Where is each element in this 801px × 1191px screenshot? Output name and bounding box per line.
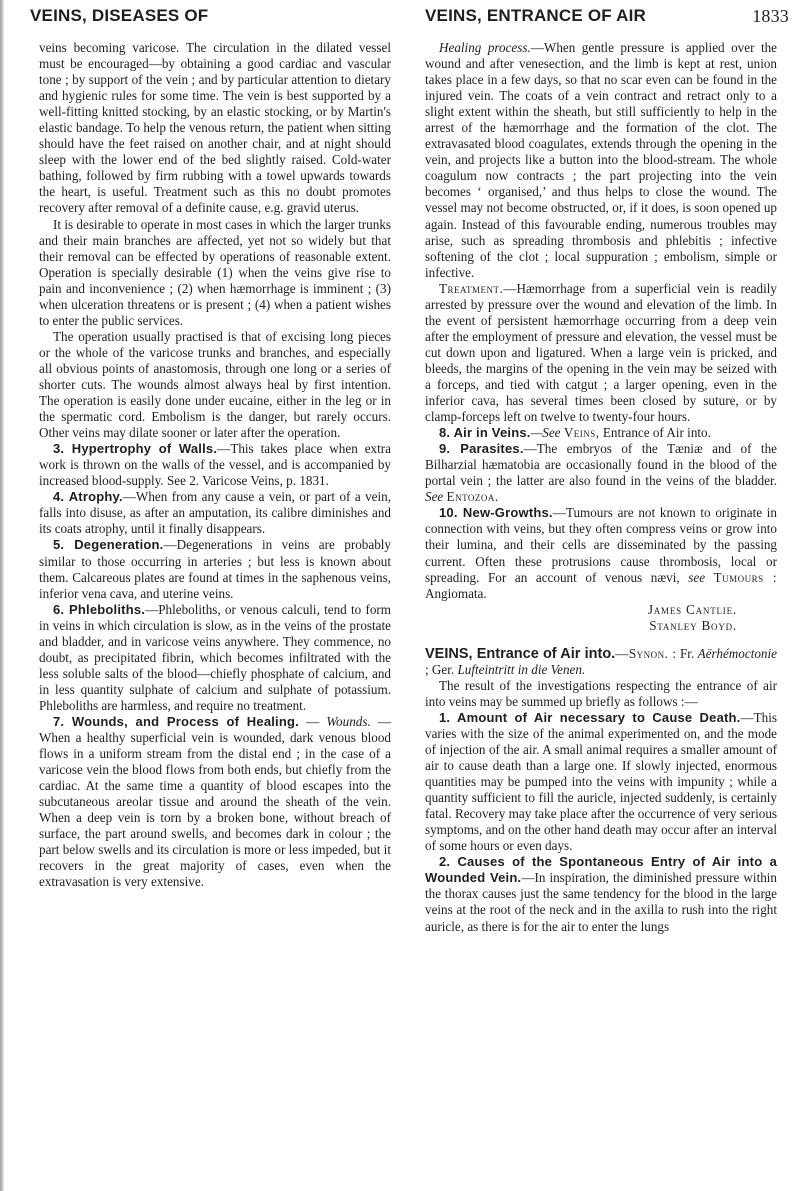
section-heading: 8. Air in Veins.: [439, 425, 531, 441]
section-text: — When a healthy superficial vein is wounded, dark venous blood flows in a uniform stream from the distal end ; in the case of a varicose vein the blood flows from both ends, but chiefly from the cardiac. At the same time a quantity of blood escapes into the subcutaneous areolar tissue and around the sheath of the vein. When a deep vein is torn by a broken bone, without breach of surface, the part around swells, and becomes dark in colour ; the part below swells and its circulation is more or less impeded, but it recovers in the great majority of cases, even when the extravasation is very extensive.: [39, 713, 391, 890]
paragraph: veins becoming varicose. The circulation in the dilated vessel must be encouraged—by obtaining a good cardiac and vascular tone ; by support of the vein ; and by particular attention to dietary and hygienic rules for some time. The vein is best supported by a well-fitting knitted stocking, by an elastic stocking, or by Martin's elastic bandage. To help the venous return, the patient when sitting should have the feet raised on another chair, and at night should sleep with the lower end of the bed slightly raised. Cold-water bathing, followed by firm rubbing with a towel upwards towards the heart, is useful. Treatment such as this no doubt promotes recovery after removal of a definite cause, e.g. gravid uterus.: [39, 40, 391, 216]
section-heading: 2. Causes of the Spontaneous Entry of Air into a Wounded Vein.: [425, 854, 777, 886]
paragraph: It is desirable to operate in most cases in which the larger trunks and their main branches are affected, yet not so widely but that their removal can be effected by operations of reasonable extent. Operation is specially desirable (1) when the veins give rise to pain and inconvenience ; (2) when hæmorrhage is imminent ; (3) when ulceration threatens or is present ; (4) when a patient wishes to enter the public services.: [39, 216, 391, 328]
header-left-title: VEINS, DISEASES OF: [30, 6, 209, 25]
left-column: [39, 40, 391, 890]
section-text: —The embryos of the Tæniæ and of the Bilharzial hæmatobia are occasionally found in the blood of the portal vein ; the latter are also found in the veins of the bladder.: [425, 441, 777, 489]
section-heading: 7. Wounds, and Process of Healing.: [53, 713, 299, 729]
paragraph: The result of the investigations respecting the entrance of air into veins may be summed up briefly as follows :—: [425, 677, 777, 709]
section-treatment: [425, 281, 777, 425]
section-text: —Hæmorrhage from a superficial vein is readily arrested by pressure over the wound and elevation of the limb. In the event of persistent hæmorrhage occurring from a deep vein after the employment of pressure and elevation, the vessel must be cut down upon and ligatured. When a large vein is pricked, and bleeds, the margins of the opening in the vein may be seized with a forceps, and tied with catgut ; a larger opening, even in the inferior cava, has several times been closed by suture, or by clamp-forceps left on twelve to twenty-four hours.: [425, 280, 777, 425]
german-term: Lufteintritt in die Venen.: [457, 661, 586, 677]
entry-header: [425, 646, 777, 678]
section-heading: 3. Hypertrophy of Walls.: [53, 441, 218, 457]
section-text: —When gentle pressure is applied over the wound and after venesection, and the limb is kept at rest, union takes place in a few days, so that no scar even can be found in the injured vein. The coats of a vein contract and retract only to a slight extent within the sheath, but still sufficiently to help in the arrest of the hæmorrhage and the formation of the clot. The extravasated blood coagulates, extends through the opening in the vein, and projects like a button into the blood-stream. The whole coagulum now contracts ; the part projecting into the vein becomes ‘ organised,’ and thus helps to close the wound. The vessel may not become obstructed, or, if it does, is soon opened up again. Instead of this favourable ending, numerous troubles may arise, such as spreading thrombosis and phlebitis ; infective softening of the clot ; local suppuration ; embolism, simple or infective.: [425, 40, 777, 280]
section-text: Entrance of Air into.: [599, 425, 711, 441]
cross-ref-see: see: [688, 569, 706, 585]
section-amount-of-air: [425, 710, 777, 854]
section-heading: 1. Amount of Air necessary to Cause Death.: [439, 709, 741, 725]
lang-label: Fr.: [679, 645, 695, 661]
paragraph: The operation usually practised is that of excising long pieces or the whole of the varicose trunks and branches, and especially all obvious points of anastomosis, through one long or a series of shorter cuts. The wounds almost always heal by first intention. The operation is easily done under eucaine, either in the leg or in the spermatic cord. Embolism is the danger, but rarely occurs. Other veins may dilate sooner or later after the operation.: [39, 328, 391, 441]
right-column: [425, 40, 777, 935]
author-signature: Stanley Boyd.: [649, 617, 737, 633]
section-parasites: [425, 441, 777, 505]
synonym-label: —Synon. :: [615, 645, 677, 661]
subsection-label: Wounds.: [326, 713, 371, 729]
section-wounds: 7. Wounds, and Process of Healing. — Wounds. — When a healthy superficial vein is wounded, dark venous blood flows in a uniform stream from the distal end ; in the case of a varicose vein the blood flows from both ends, but chiefly from the cardiac. At the same time a quantity of blood escapes into the subcutaneous areolar tissue and around the sheath of the vein. When a deep vein is torn by a broken bone, without breach of surface, the part around swells, and becomes dark in colour ; the part below swells and its circulation is more or less impeded, but it recovers in the great majority of cases, even when the extravasation is very extensive.: [39, 713, 391, 890]
section-healing: [425, 40, 777, 281]
section-text: —Phleboliths, or venous calculi, tend to form in veins in which circulation is slow, as in the veins of the prostate and bladder, and in varicose veins anywhere. They commence, no doubt, as precipitated fibrin, which becomes infiltrated with the less soluble salts of the blood—chiefly phosphate of calcium, and in less quantity sulphate of calcium and sulphate of potassium. Phleboliths are harmless, and require no treatment.: [39, 601, 391, 713]
cross-ref-target: Entozoa.: [446, 489, 499, 505]
section-degeneration: [39, 537, 391, 601]
section-heading: 6. Phleboliths.: [53, 601, 146, 617]
section-air-in-veins: [425, 425, 777, 441]
lang-label: ; Ger.: [425, 661, 455, 677]
header-right-title: VEINS, ENTRANCE OF AIR: [425, 6, 647, 25]
subsection-label: Healing process.: [439, 40, 531, 55]
section-heading: 9. Parasites.: [439, 441, 524, 457]
section-heading: 5. Degeneration.: [53, 537, 164, 553]
entry-title: VEINS, Entrance of Air into.: [425, 645, 616, 662]
section-text: —In inspiration, the diminished pressure within the thorax causes just the same tendency for the blood in the large veins at the root of the neck and in the axilla to rush into the right auricle, as there is for the air to enter the lungs: [425, 870, 778, 934]
french-term: Aërhémoctonie: [697, 645, 777, 661]
section-text: —This varies with the size of the animal experimented on, and the mode of injection of the air. A small animal requires a smaller amount of air to cause death than a large one. If slowly injected, enormous quantities may be pumped into the veins with impunity ; while a quantity sufficient to fill the auricle, injected suddenly, is certainly fatal. Recovery may take place after the occurrence of very serious symptoms, and on the other hand death may occur after an interval of some hours or even days.: [425, 709, 777, 854]
section-text: —Tumours are not known to originate in connection with veins, but they often compress veins or grow into their lumina, and their cells are disseminated by the passing current. Often these protrusions cause thrombosis, local or spreading. For an account of venous nævi,: [425, 505, 778, 585]
section-phleboliths: [39, 602, 391, 714]
section-heading: 4. Atrophy.: [53, 489, 123, 505]
section-causes-of-entry: [425, 854, 777, 934]
running-header: [30, 6, 789, 32]
cross-ref-target: Veins,: [563, 425, 600, 441]
section-heading: 10. New-Growths.: [439, 505, 553, 521]
cross-ref-see: —See: [530, 425, 561, 441]
section-atrophy: [39, 489, 391, 537]
page-edge-shadow: [0, 0, 4, 1191]
author-signature: James Cantlie.: [647, 601, 737, 617]
page-number: 1833: [752, 6, 789, 26]
section-text: Angiomata.: [425, 585, 487, 601]
cross-ref-see: See: [425, 489, 444, 505]
section-text: —When from any cause a vein, or part of a vein, falls into disuse, as after an amputation, its calibre diminishes and its coats atrophy, until it finally disappears.: [39, 489, 391, 537]
section-new-growths: [425, 505, 777, 601]
cross-ref-target: Tumours :: [713, 569, 777, 585]
section-hypertrophy: [39, 441, 391, 489]
section-text: —Degenerations in veins are probably similar to those occurring in arteries ; but less is known about them. Calcareous plates are found at times in the saphenous veins, inferior vena cava, and uterine veins.: [39, 537, 391, 601]
subsection-label: Treatment.: [439, 280, 504, 296]
section-text: —This takes place when extra work is thrown on the walls of the vessel, and is accompanied by increased blood-supply. See 2. Varicose Veins, p. 1831.: [39, 441, 391, 489]
